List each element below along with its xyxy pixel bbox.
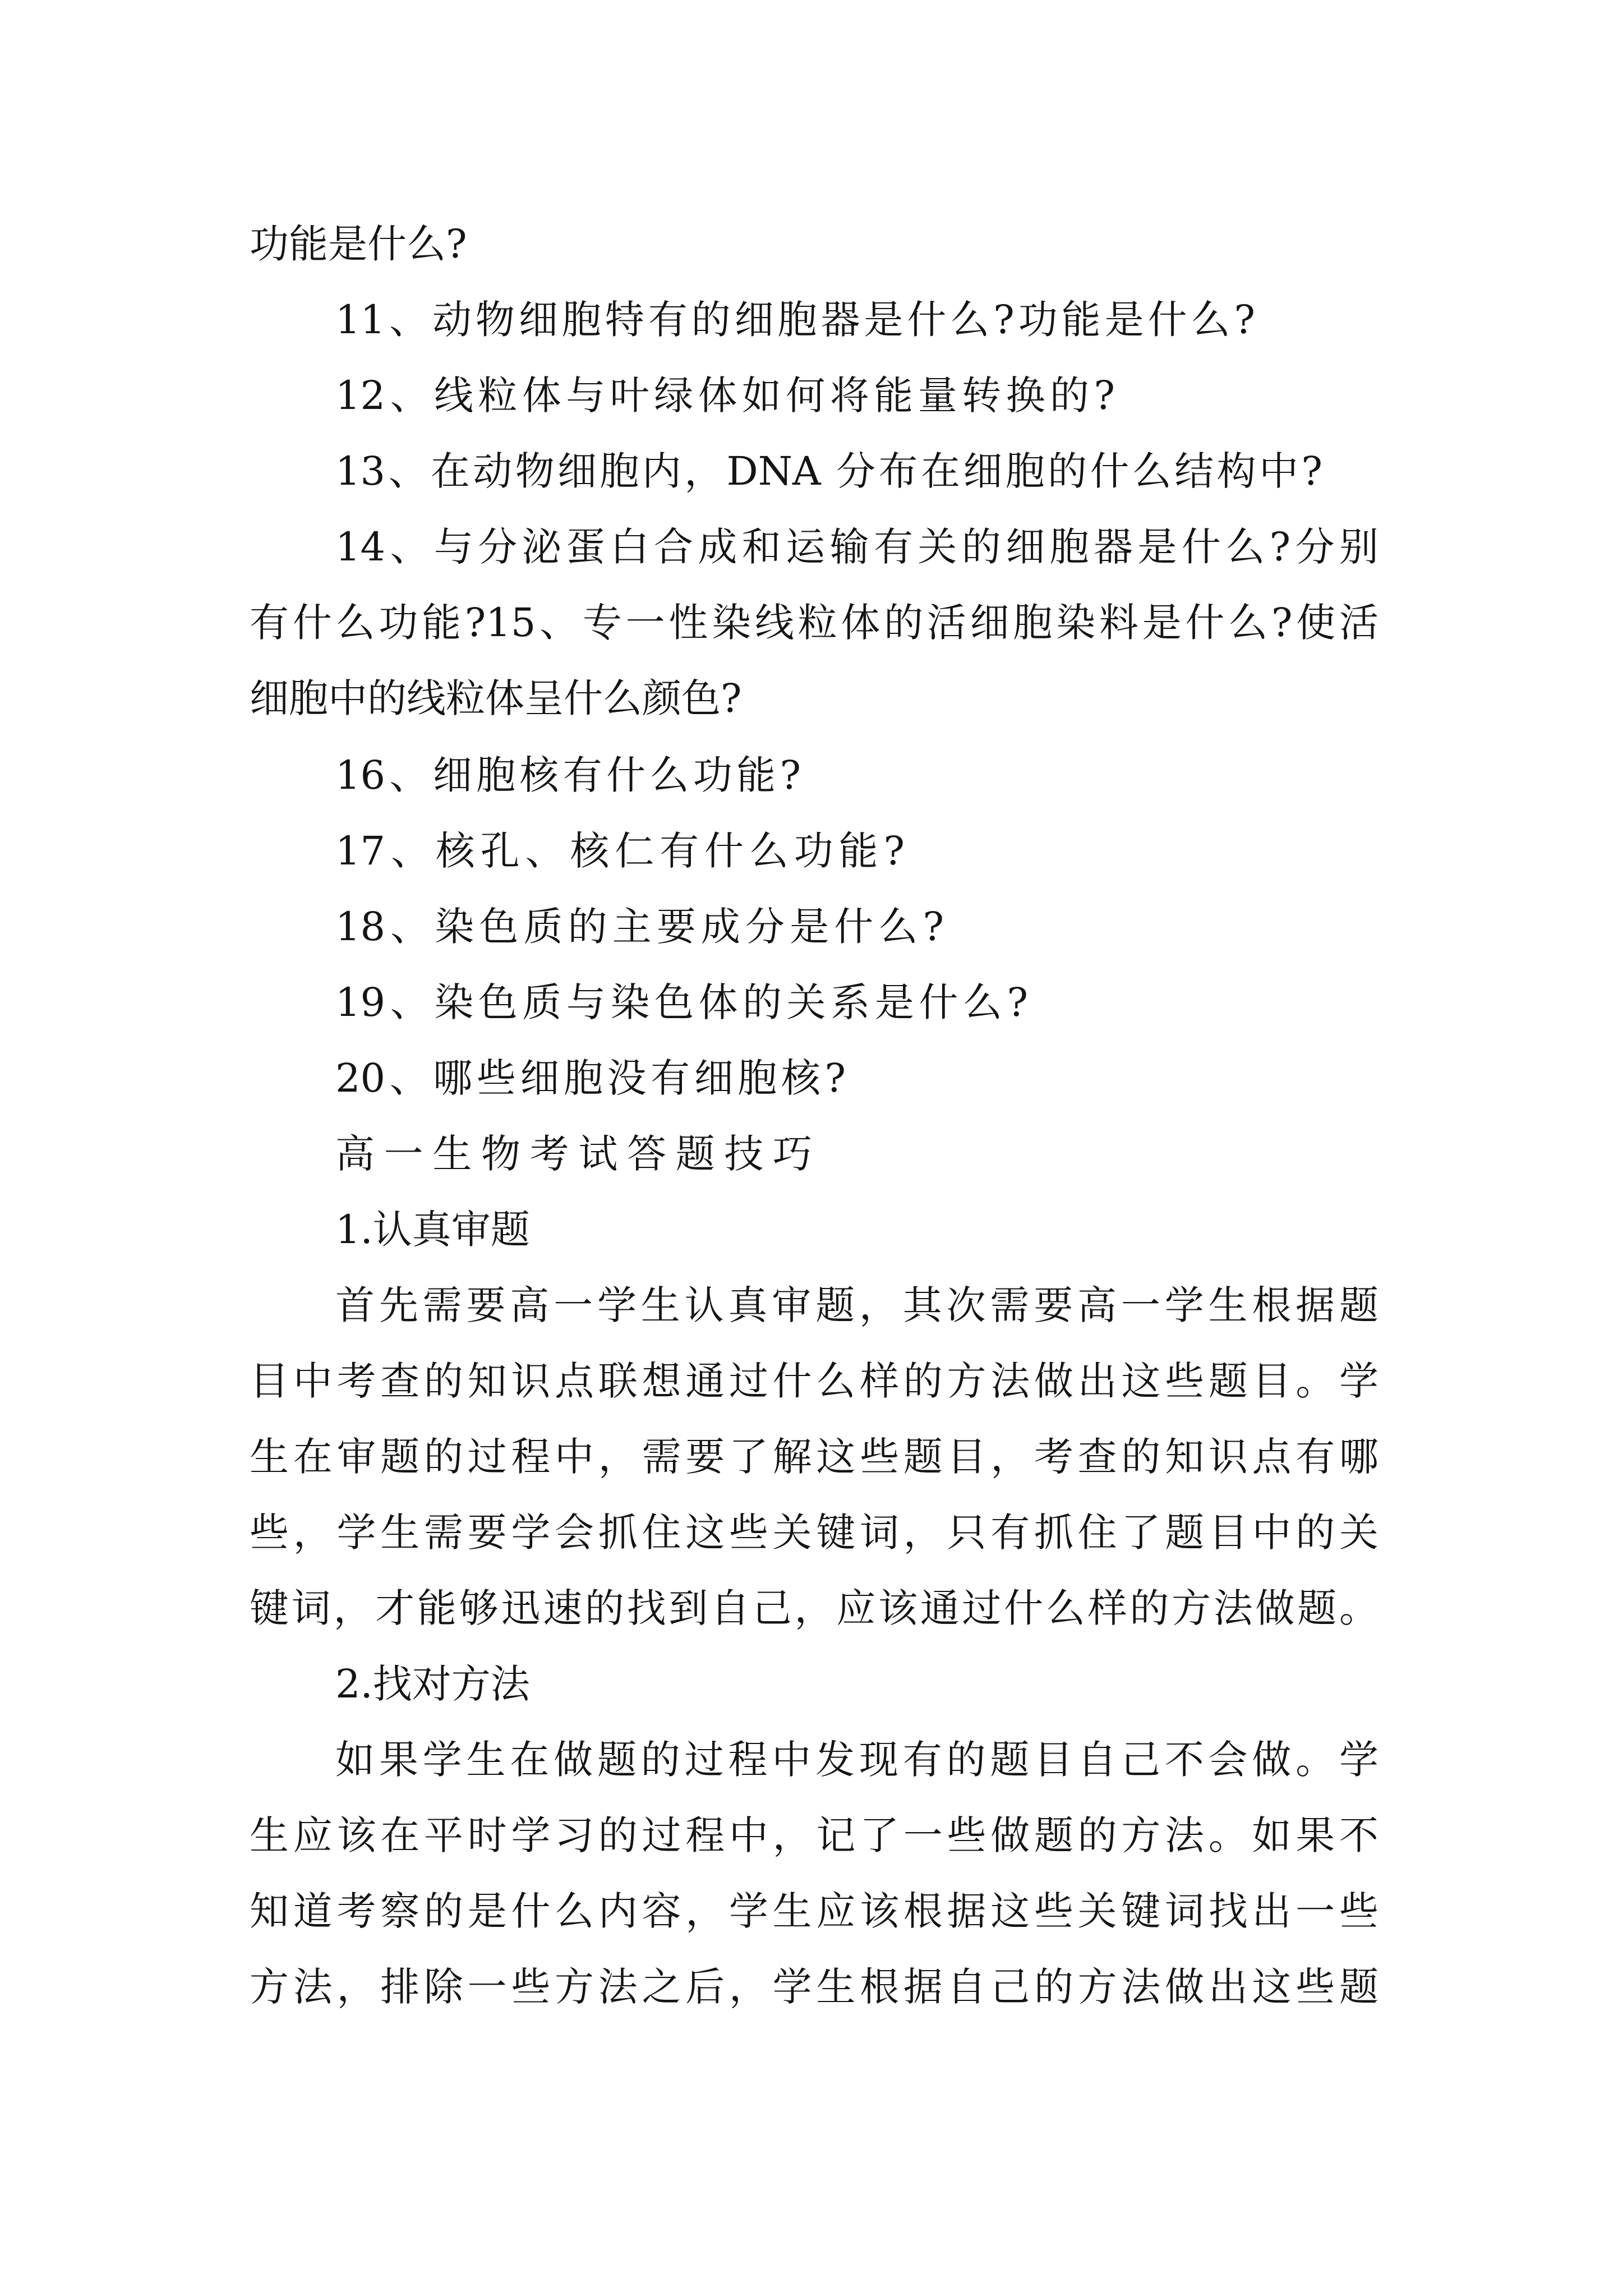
section-heading: 高一生物考试答题技巧 xyxy=(335,1131,812,1177)
subsection-heading: 2.找对方法 xyxy=(335,1661,530,1707)
subsection-heading: 1.认真审题 xyxy=(335,1207,530,1253)
text-line: 目中考查的知识点联想通过什么样的方法做出这些题目。学 xyxy=(250,1358,1378,1404)
text-line: 18、染色质的主要成分是什么? xyxy=(335,904,944,950)
text-line: 12、线粒体与叶绿体如何将能量转换的? xyxy=(335,372,1115,418)
text-line: 20、哪些细胞没有细胞核? xyxy=(335,1055,846,1101)
text-line: 14、与分泌蛋白合成和运输有关的细胞器是什么?分别 xyxy=(335,524,1378,570)
text-line: 13、在动物细胞内，DNA 分布在细胞的什么结构中? xyxy=(335,448,1322,494)
text-line: 键词，才能够迅速的找到自己，应该通过什么样的方法做题。 xyxy=(250,1585,1378,1631)
text-line: 些，学生需要学会抓住这些关键词，只有抓住了题目中的关 xyxy=(250,1510,1378,1556)
text-line: 生在审题的过程中，需要了解这些题目，考查的知识点有哪 xyxy=(250,1434,1378,1480)
text-line: 19、染色质与染色体的关系是什么? xyxy=(335,979,1028,1025)
text-line: 16、细胞核有什么功能? xyxy=(335,752,801,798)
text-line: 17、核孔、核仁有什么功能? xyxy=(335,828,905,874)
text-line: 生应该在平时学习的过程中，记了一些做题的方法。如果不 xyxy=(250,1812,1378,1858)
text-line: 如果学生在做题的过程中发现有的题目自己不会做。学 xyxy=(335,1737,1378,1783)
text-line: 方法，排除一些方法之后，学生根据自己的方法做出这些题 xyxy=(250,1964,1378,2010)
text-line: 11、动物细胞特有的细胞器是什么?功能是什么? xyxy=(335,297,1255,343)
text-line: 有什么功能?15、专一性染线粒体的活细胞染料是什么?使活 xyxy=(250,600,1378,646)
text-line: 细胞中的线粒体呈什么颜色? xyxy=(250,675,742,721)
text-line: 功能是什么? xyxy=(250,221,467,267)
text-line: 首先需要高一学生认真审题，其次需要高一学生根据题 xyxy=(335,1282,1378,1328)
text-line: 知道考察的是什么内容，学生应该根据这些关键词找出一些 xyxy=(250,1888,1378,1934)
